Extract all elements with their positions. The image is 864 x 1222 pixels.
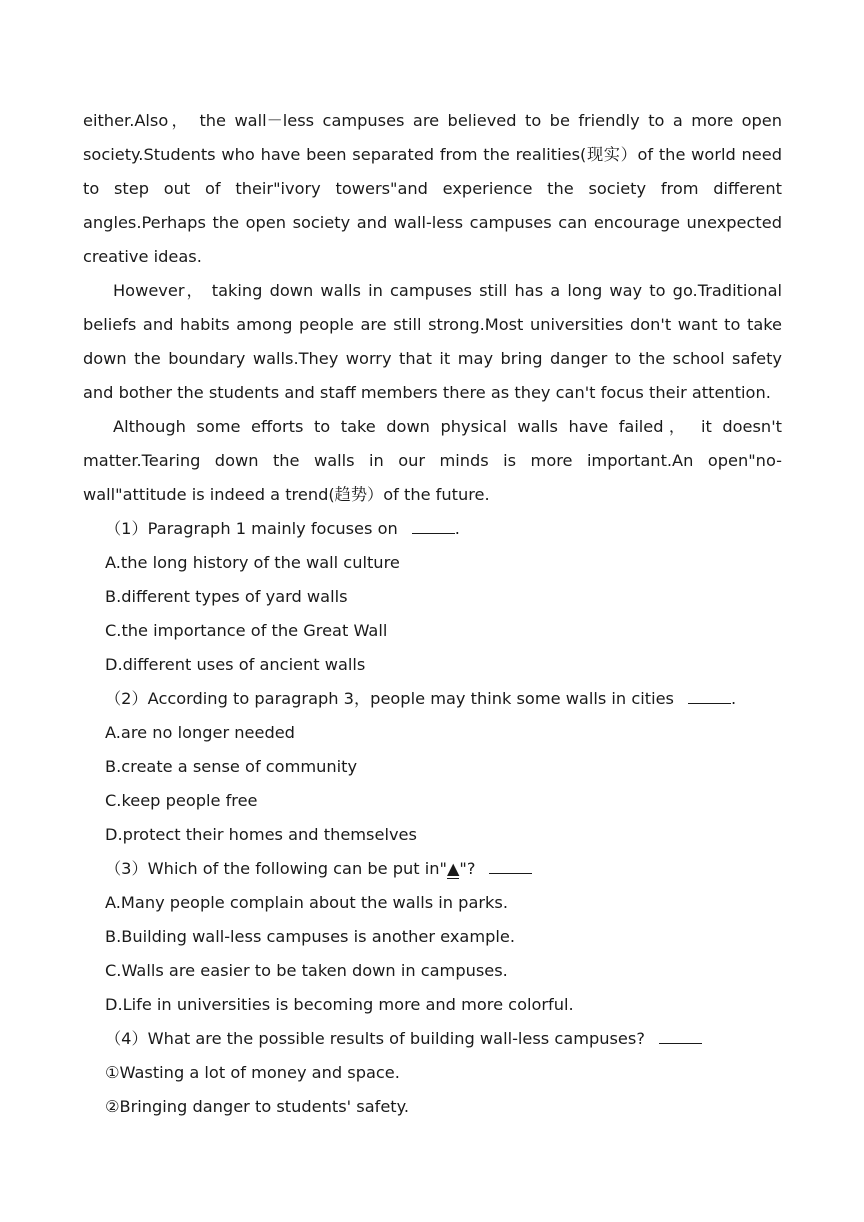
- question-stem: （2）According to paragraph 3，people may think some walls in cities .: [105, 689, 737, 708]
- document-page: [83, 104, 782, 1124]
- passage-paragraph: Although some efforts to take down physical walls have failed， it doesn't matter.Tearing down the walls in our minds is more important.An open"no-wall"attitude is indeed a trend(趋势）of the future.: [83, 417, 782, 504]
- option-2: ②Bringing danger to students' safety.: [105, 1097, 410, 1116]
- option-b: B.different types of yard walls: [105, 587, 348, 606]
- question-1: [83, 512, 782, 682]
- question-stem: （1）Paragraph 1 mainly focuses on .: [105, 519, 460, 538]
- option-a: A.Many people complain about the walls in parks.: [105, 893, 508, 912]
- answer-blank: [412, 519, 455, 534]
- option-c: C.the importance of the Great Wall: [105, 621, 388, 640]
- passage-paragraph: However， taking down walls in campuses still has a long way to go.Traditional beliefs and habits among people are still strong.Most universities don't want to take down the boundary walls.They worry that it may bring danger to the school safety and bother the students and staff members there as they can't focus their attention.: [83, 281, 782, 402]
- option-a: A.the long history of the wall culture: [105, 553, 400, 572]
- answer-blank: [659, 1029, 702, 1044]
- option-d: D.different uses of ancient walls: [105, 655, 366, 674]
- answer-blank: [688, 689, 731, 704]
- option-b: B.create a sense of community: [105, 757, 358, 776]
- option-c: C.Walls are easier to be taken down in campuses.: [105, 961, 508, 980]
- option-c: C.keep people free: [105, 791, 258, 810]
- triangle-marker-icon: ▲: [446, 859, 460, 878]
- question-3: [83, 852, 782, 1022]
- question-2: [83, 682, 782, 852]
- answer-blank: [489, 859, 532, 874]
- passage-paragraph: either.Also， the wall－less campuses are believed to be friendly to a more open society.Students who have been separated from the realities(现实）of the world need to step out of their"ivory towers"and experience the society from different angles.Perhaps the open society and wall-less campuses can encourage unexpected creative ideas.: [83, 111, 782, 266]
- option-d: D.Life in universities is becoming more and more colorful.: [105, 995, 574, 1014]
- option-b: B.Building wall-less campuses is another example.: [105, 927, 515, 946]
- option-a: A.are no longer needed: [105, 723, 295, 742]
- question-stem: （4）What are the possible results of building wall-less campuses?: [105, 1022, 782, 1056]
- option-d: D.protect their homes and themselves: [105, 825, 417, 844]
- question-stem: （3）Which of the following can be put in"▲"?: [105, 852, 782, 886]
- option-1: ①Wasting a lot of money and space.: [105, 1063, 400, 1082]
- question-4: [83, 1022, 782, 1124]
